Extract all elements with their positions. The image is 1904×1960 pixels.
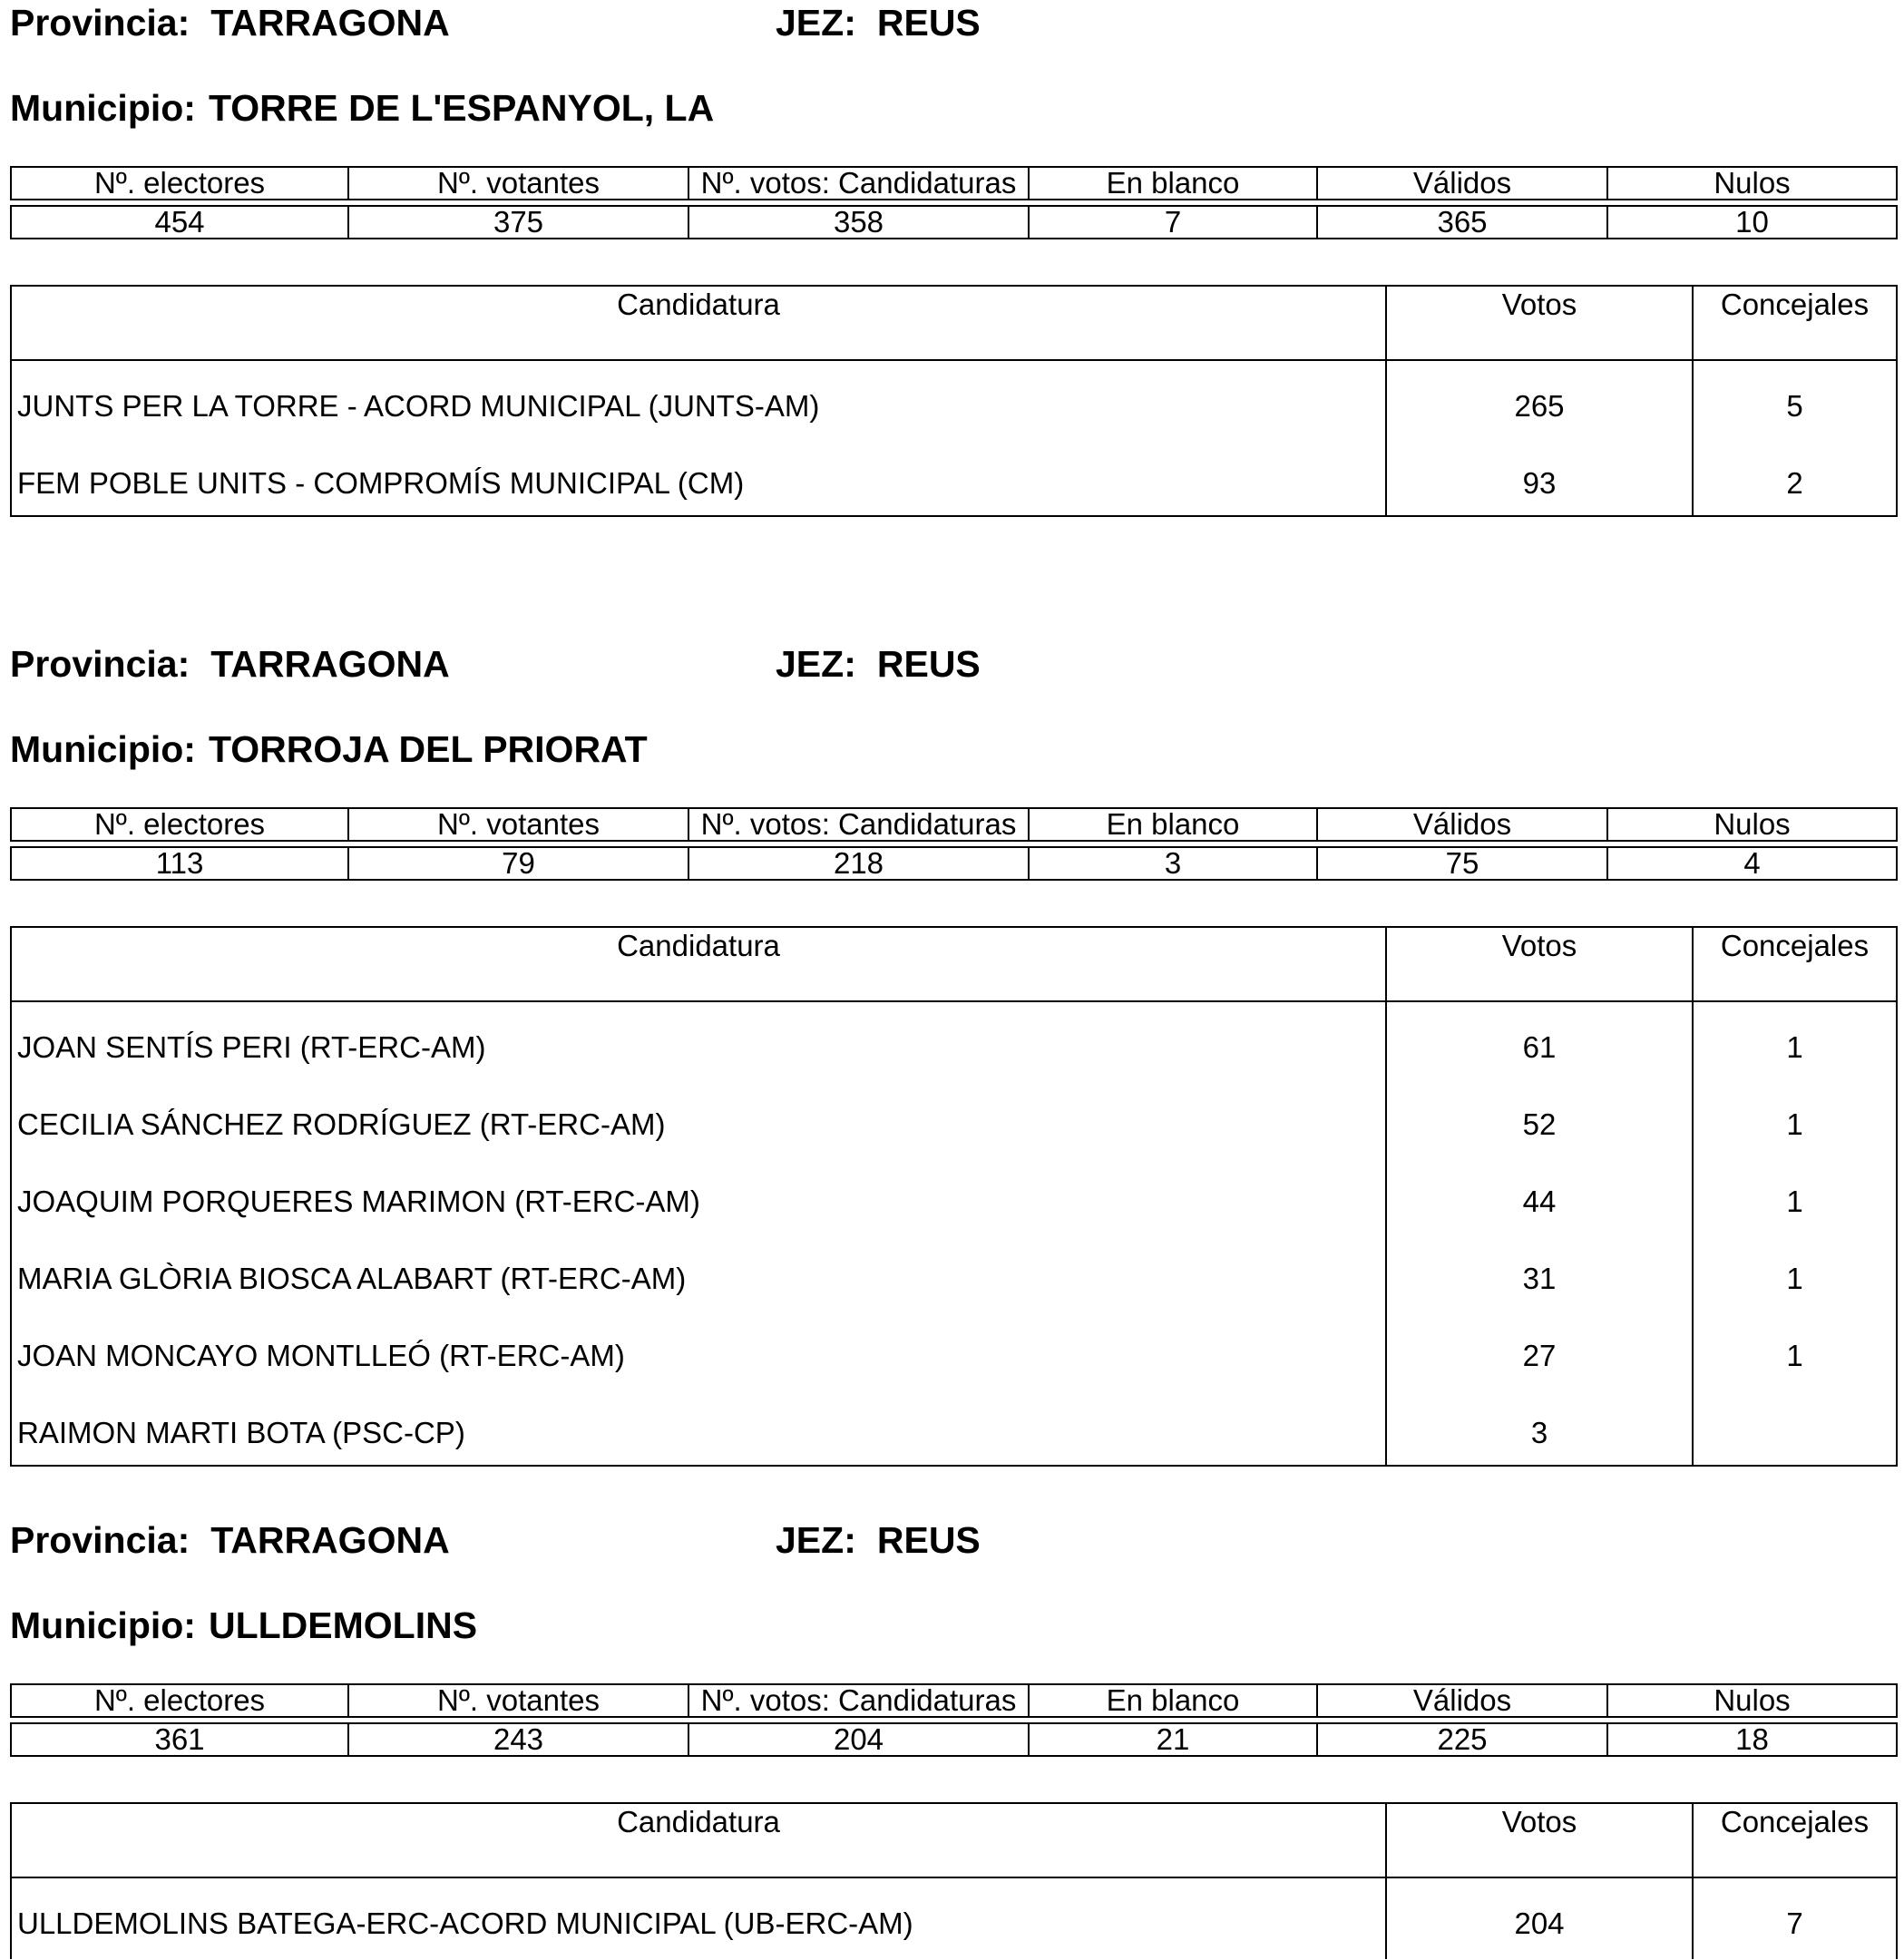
summary-header-votantes: Nº. votantes: [349, 168, 689, 199]
municipio-value: TORROJA DEL PRIORAT: [208, 728, 648, 770]
summary-value-nulos: 18: [1735, 1724, 1769, 1755]
summary-value-votantes: 243: [349, 1724, 689, 1755]
provincia-value: TARRAGONA: [210, 2, 450, 44]
candidate-row: [12, 1079, 1896, 1156]
header-concejales: Concejales: [1720, 929, 1870, 962]
candidate-row: [12, 438, 1896, 515]
summary-value-en-blanco: 21: [1030, 1724, 1318, 1755]
jez-label: JEZ:: [776, 1519, 856, 1561]
summary-header-validos: Válidos: [1318, 809, 1608, 840]
candidate-concejales: 5: [1786, 389, 1803, 423]
header-votos: Votos: [1387, 928, 1694, 1000]
jez-value: REUS: [876, 2, 981, 44]
municipio-heading: [10, 85, 714, 131]
jez-value: REUS: [876, 643, 981, 685]
jez-value: REUS: [876, 1519, 981, 1561]
header-candidatura: Candidatura: [12, 928, 1387, 1000]
summary-header-en-blanco: En blanco: [1030, 809, 1318, 840]
summary-value-nulos: 10: [1735, 207, 1769, 238]
candidate-name: JOAN SENTÍS PERI (RT-ERC-AM): [12, 1002, 1387, 1079]
summary-header-en-blanco: En blanco: [1030, 1685, 1318, 1716]
candidate-votos: 204: [1387, 1878, 1694, 1959]
candidates-table: [10, 926, 1898, 1467]
summary-value-votos-candidaturas: 218: [689, 848, 1030, 879]
municipio-section: [0, 641, 1904, 1449]
candidate-votos: 3: [1387, 1388, 1694, 1465]
summary-header-electores: Nº. electores: [12, 168, 349, 199]
summary-header-row: [10, 1683, 1898, 1718]
summary-values-row: [10, 1722, 1898, 1757]
candidate-name: RAIMON MARTI BOTA (PSC-CP): [12, 1388, 1387, 1465]
candidates-header-row: [12, 1804, 1896, 1878]
candidate-row: [12, 1388, 1896, 1465]
municipio-heading: [10, 726, 648, 772]
jez-label: JEZ:: [776, 2, 856, 44]
summary-header-votos-candidaturas: Nº. votos: Candidaturas: [689, 809, 1030, 840]
summary-header-row: [10, 807, 1898, 842]
summary-value-electores: 454: [12, 207, 349, 238]
summary-value-validos: 365: [1318, 207, 1608, 238]
candidate-row: [12, 1156, 1896, 1234]
candidate-row: [12, 1002, 1896, 1079]
jez-label: JEZ:: [776, 643, 856, 685]
candidate-name: CECILIA SÁNCHEZ RODRÍGUEZ (RT-ERC-AM): [12, 1079, 1387, 1156]
summary-value-electores: 361: [12, 1724, 349, 1755]
candidate-name: JUNTS PER LA TORRE - ACORD MUNICIPAL (JUNTS-AM): [12, 361, 1387, 438]
municipio-label: Municipio:: [10, 87, 196, 129]
summary-header-votos-candidaturas: Nº. votos: Candidaturas: [689, 1685, 1030, 1716]
provincia-label: Provincia:: [10, 643, 190, 685]
candidate-concejales: 2: [1786, 466, 1803, 500]
candidate-votos: 265: [1387, 361, 1694, 438]
provincia-label: Provincia:: [10, 2, 190, 44]
candidate-votos: 93: [1387, 438, 1694, 515]
summary-value-votos-candidaturas: 358: [689, 207, 1030, 238]
candidates-header-row: [12, 928, 1896, 1002]
candidate-votos: 52: [1387, 1079, 1694, 1156]
summary-value-validos: 75: [1318, 848, 1608, 879]
candidate-row: [12, 1878, 1896, 1959]
summary-values-row: [10, 846, 1898, 881]
candidate-concejales: 1: [1786, 1107, 1803, 1141]
municipio-label: Municipio:: [10, 1604, 196, 1646]
candidates-header-row: [12, 287, 1896, 361]
candidate-row: [12, 1311, 1896, 1388]
summary-header-votos-candidaturas: Nº. votos: Candidaturas: [689, 168, 1030, 199]
summary-value-en-blanco: 7: [1030, 207, 1318, 238]
jez-heading: [776, 1517, 981, 1563]
candidate-concejales: 1: [1786, 1262, 1803, 1295]
provincia-heading: [10, 1517, 450, 1563]
candidate-votos: 31: [1387, 1234, 1694, 1311]
summary-header-nulos: Nulos: [1714, 1685, 1791, 1716]
summary-header-votantes: Nº. votantes: [349, 1685, 689, 1716]
provincia-value: TARRAGONA: [210, 1519, 450, 1561]
municipio-section: [0, 0, 1904, 544]
summary-header-votantes: Nº. votantes: [349, 809, 689, 840]
municipio-section: [0, 1517, 1904, 1960]
candidate-name: JOAQUIM PORQUERES MARIMON (RT-ERC-AM): [12, 1156, 1387, 1234]
summary-value-electores: 113: [12, 848, 349, 879]
summary-header-validos: Válidos: [1318, 1685, 1608, 1716]
candidate-concejales: 1: [1786, 1030, 1803, 1064]
candidate-row: [12, 1234, 1896, 1311]
municipio-heading: [10, 1603, 477, 1648]
summary-header-validos: Válidos: [1318, 168, 1608, 199]
candidate-name: JOAN MONCAYO MONTLLEÓ (RT-ERC-AM): [12, 1311, 1387, 1388]
candidate-concejales: 7: [1786, 1906, 1803, 1940]
candidate-concejales: 1: [1786, 1339, 1803, 1372]
candidate-votos: 27: [1387, 1311, 1694, 1388]
candidate-votos: 61: [1387, 1002, 1694, 1079]
municipio-label: Municipio:: [10, 728, 196, 770]
provincia-heading: [10, 0, 450, 45]
header-concejales: Concejales: [1720, 288, 1870, 321]
summary-header-en-blanco: En blanco: [1030, 168, 1318, 199]
summary-values-row: [10, 205, 1898, 239]
candidate-name: ULLDEMOLINS BATEGA-ERC-ACORD MUNICIPAL (UB-ERC-AM): [12, 1878, 1387, 1959]
provincia-label: Provincia:: [10, 1519, 190, 1561]
summary-header-electores: Nº. electores: [12, 1685, 349, 1716]
jez-heading: [776, 641, 981, 687]
provincia-value: TARRAGONA: [210, 643, 450, 685]
header-candidatura: Candidatura: [12, 287, 1387, 359]
candidate-concejales: [1694, 1388, 1896, 1465]
municipio-value: ULLDEMOLINS: [208, 1604, 478, 1646]
summary-header-nulos: Nulos: [1714, 168, 1791, 199]
candidate-concejales: 1: [1786, 1185, 1803, 1218]
summary-value-en-blanco: 3: [1030, 848, 1318, 879]
header-concejales: Concejales: [1720, 1805, 1870, 1838]
summary-value-votantes: 375: [349, 207, 689, 238]
summary-value-votantes: 79: [349, 848, 689, 879]
candidate-row: [12, 361, 1896, 438]
header-votos: Votos: [1387, 1804, 1694, 1877]
provincia-heading: [10, 641, 450, 687]
candidates-table: [10, 285, 1898, 517]
candidates-table: [10, 1802, 1898, 1959]
header-candidatura: Candidatura: [12, 1804, 1387, 1877]
jez-heading: [776, 0, 981, 45]
summary-value-validos: 225: [1318, 1724, 1608, 1755]
summary-header-electores: Nº. electores: [12, 809, 349, 840]
summary-header-nulos: Nulos: [1714, 809, 1791, 840]
summary-header-row: [10, 166, 1898, 200]
header-votos: Votos: [1387, 287, 1694, 359]
candidate-name: FEM POBLE UNITS - COMPROMÍS MUNICIPAL (CM): [12, 438, 1387, 515]
municipio-value: TORRE DE L'ESPANYOL, LA: [208, 87, 715, 129]
candidate-votos: 44: [1387, 1156, 1694, 1234]
summary-value-nulos: 4: [1743, 848, 1761, 879]
summary-value-votos-candidaturas: 204: [689, 1724, 1030, 1755]
candidate-name: MARIA GLÒRIA BIOSCA ALABART (RT-ERC-AM): [12, 1234, 1387, 1311]
